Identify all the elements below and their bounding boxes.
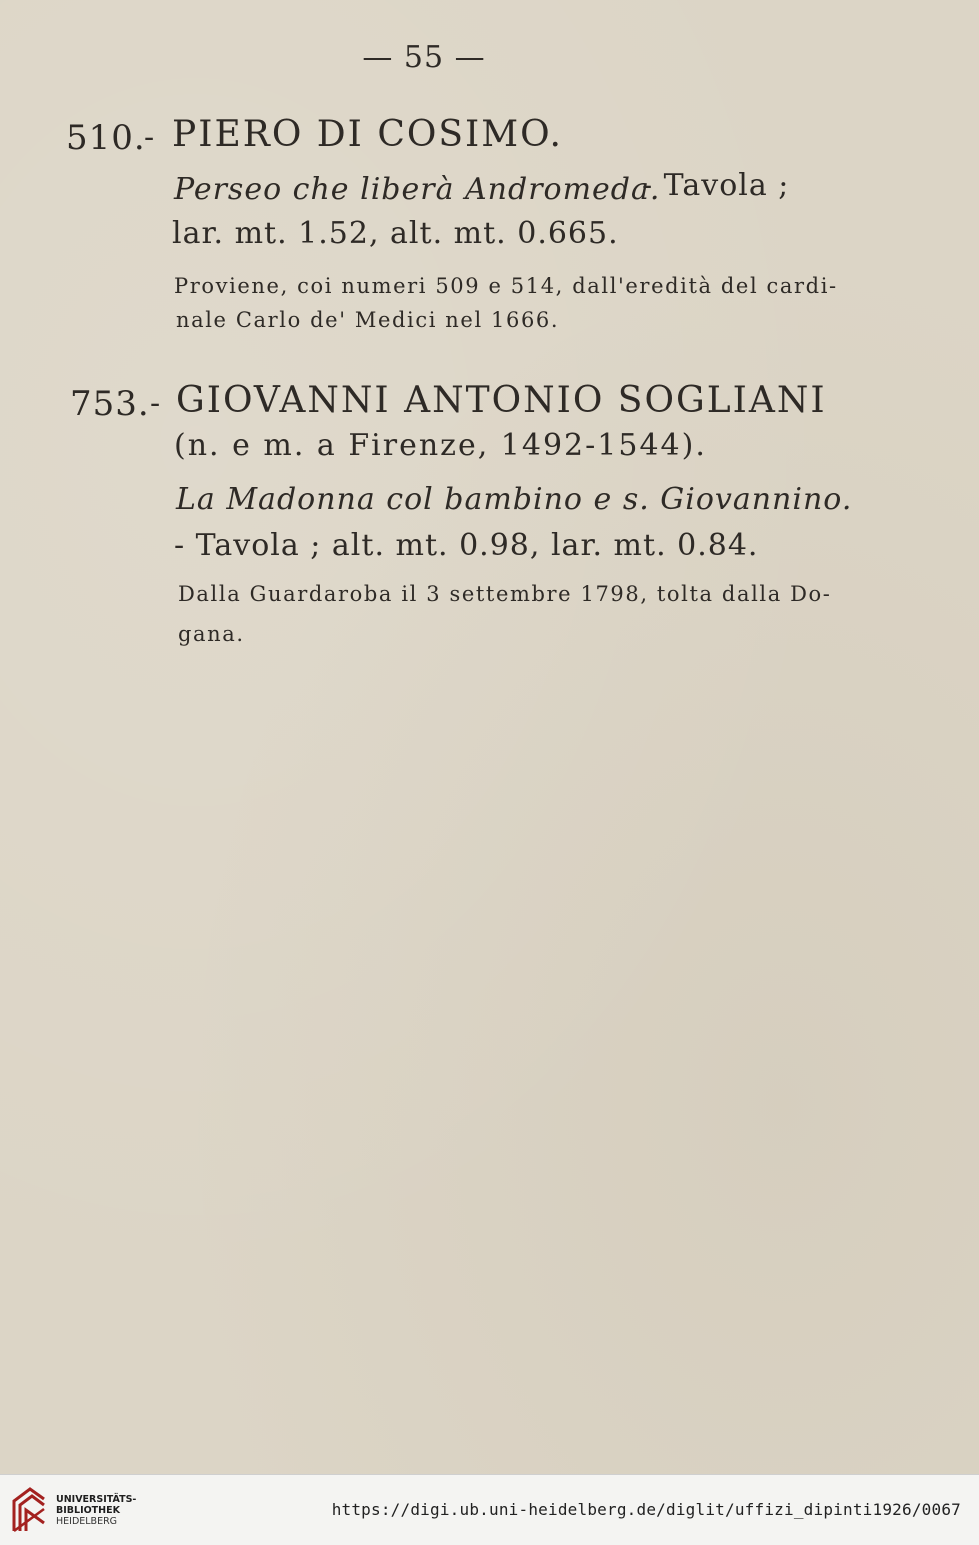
entry-number: 753.: [70, 384, 150, 424]
library-name-line: BIBLIOTHEK: [56, 1505, 120, 1516]
artwork-dimensions: lar. mt. 1.52, alt. mt. 0.665.: [172, 216, 619, 251]
library-name-line: HEIDELBERG: [56, 1516, 118, 1527]
artwork-medium: - Tavola ;: [642, 168, 790, 203]
artist-name: GIOVANNI ANTONIO SOGLIANI: [176, 380, 827, 421]
provenance-line: Dalla Guardaroba il 3 settembre 1798, tolta dalla Do-: [178, 582, 832, 606]
entry-dash: -: [150, 386, 161, 421]
artist-name: PIERO DI COSIMO.: [172, 114, 563, 155]
artwork-title: Perseo che liberà Andromeda.: [174, 172, 661, 207]
footer-bar: [0, 1474, 979, 1545]
provenance-line: nale Carlo de' Medici nel 1666.: [176, 308, 560, 332]
artwork-dimensions: - Tavola ; alt. mt. 0.98, lar. mt. 0.84.: [174, 528, 759, 563]
source-url-link[interactable]: https://digi.ub.uni-heidelberg.de/diglit/uffizi_dipinti1926/0067: [331, 1500, 961, 1519]
entry-dash: -: [144, 120, 155, 155]
artist-dates: (n. e m. a Firenze, 1492-1544).: [174, 428, 707, 463]
artwork-title: La Madonna col bambino e s. Giovannino.: [176, 482, 853, 517]
library-logo-icon: [10, 1485, 48, 1535]
library-name-line: UNIVERSITÄTS-: [56, 1494, 137, 1505]
provenance-line: gana.: [178, 622, 245, 646]
provenance-line: Proviene, coi numeri 509 e 514, dall'eredità del cardi-: [174, 274, 838, 298]
entry-number: 510.: [66, 118, 146, 158]
library-name: [56, 1494, 136, 1527]
page-number: — 55 —: [362, 40, 486, 75]
